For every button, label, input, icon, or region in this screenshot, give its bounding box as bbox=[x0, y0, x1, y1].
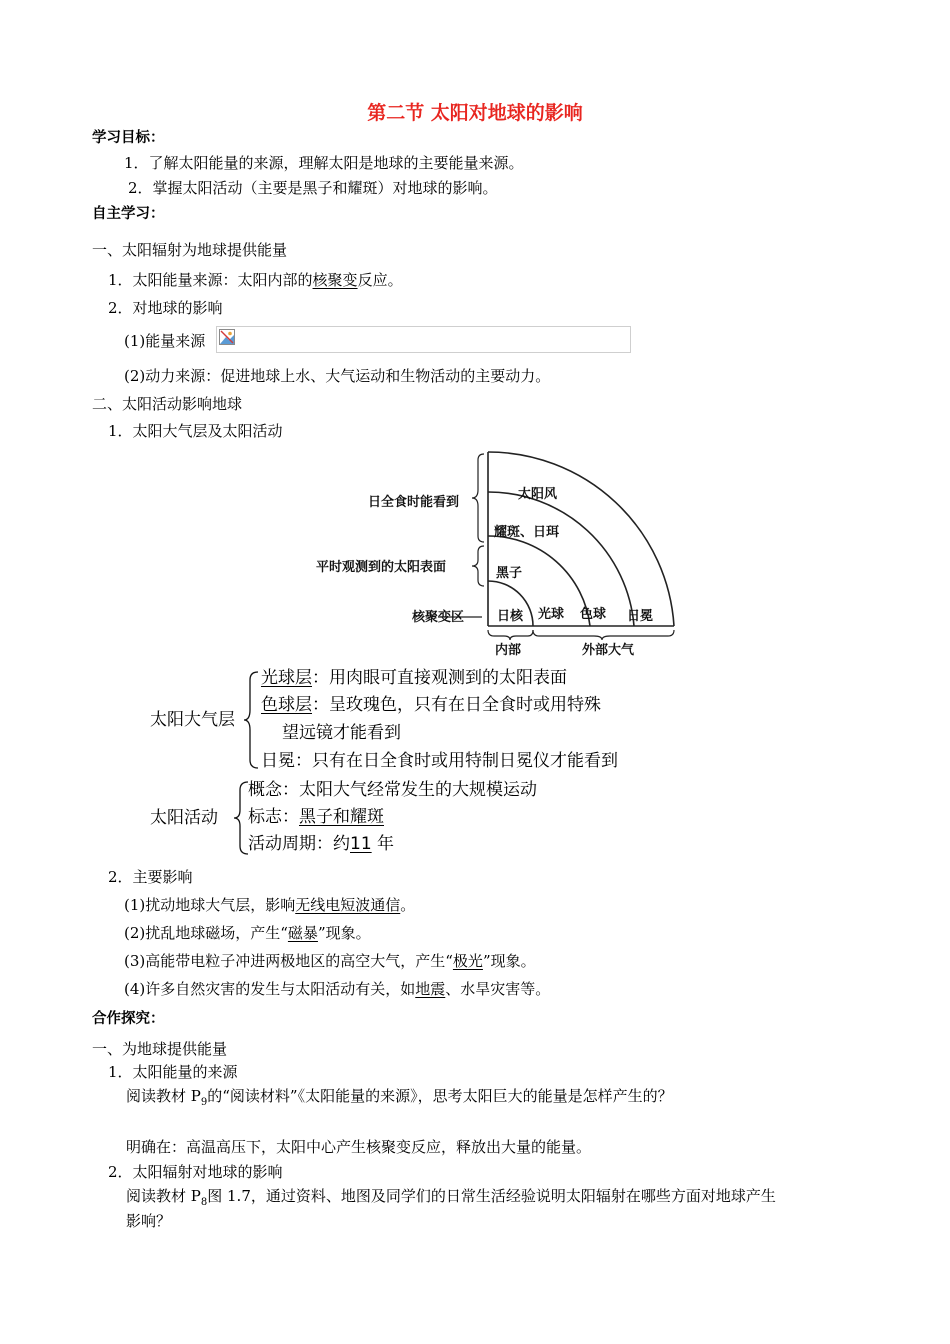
corona-line: 日冕：只有在日全食时或用特制日冕仪才能看到 bbox=[261, 751, 618, 771]
goal-item-2: 2．掌握太阳活动（主要是黑子和耀斑）对地球的影响。 bbox=[128, 179, 498, 197]
embedded-image-placeholder bbox=[216, 326, 631, 353]
activity-period bbox=[248, 831, 394, 857]
read2-sub: 8 bbox=[200, 1197, 208, 1208]
chromo-desc: ：呈玫瑰色，只有在日全食时或用特殊 bbox=[312, 695, 601, 715]
coop-part1-title: 一、为地球提供能量 bbox=[92, 1040, 228, 1058]
chromo-line bbox=[261, 692, 601, 718]
part1-title: 一、太阳辐射为地球提供能量 bbox=[92, 241, 288, 259]
coop-item-2: 2．太阳辐射对地球的影响 bbox=[108, 1163, 283, 1181]
coop-answer-1: 明确在：高温高压下，太阳中心产生核聚变反应，释放出大量的能量。 bbox=[126, 1138, 592, 1156]
activity-mark-prefix: 标志： bbox=[248, 807, 299, 827]
read2-a: 阅读教材 P bbox=[126, 1187, 201, 1205]
effect-4-prefix: (4)许多自然灾害的发生与太阳活动有关，如 bbox=[124, 980, 416, 998]
atm-brace bbox=[244, 670, 260, 770]
activity-concept: 概念：太阳大气经常发生的大规模运动 bbox=[248, 780, 537, 800]
effect-1-prefix: (1)扰动地球大气层，影响 bbox=[124, 896, 296, 914]
effect-2-suffix: ”现象。 bbox=[317, 924, 371, 942]
read1-b: 的“阅读材料”《太阳能量的来源》，思考太阳巨大的能量是怎样产生的？ bbox=[207, 1087, 673, 1105]
label-core-zone: 核聚变区 bbox=[412, 610, 465, 625]
effect-3-prefix: (3)高能带电粒子冲进两极地区的高空大气，产生“ bbox=[124, 952, 453, 970]
effect-3-fill: 极光 bbox=[452, 952, 483, 970]
label-chromosphere: 色球 bbox=[580, 607, 607, 622]
effect-item-3 bbox=[124, 951, 536, 971]
main-effects-heading: 2．主要影响 bbox=[108, 868, 193, 886]
coop-read-2-cont: 影响？ bbox=[126, 1212, 172, 1230]
atm-label: 太阳大气层 bbox=[150, 710, 235, 730]
activity-period-suffix: 年 bbox=[371, 834, 395, 854]
label-corona: 日冕 bbox=[627, 609, 654, 624]
coop-heading: 合作探究： bbox=[92, 1011, 165, 1027]
activity-period-prefix: 活动周期：约 bbox=[248, 834, 350, 854]
energy-source-suffix: 反应。 bbox=[357, 271, 403, 289]
outer-brace bbox=[533, 630, 674, 640]
effect-2-prefix: (2)扰乱地球磁场，产生“ bbox=[124, 924, 288, 942]
effect-item-2 bbox=[124, 923, 371, 943]
read1-a: 阅读教材 P bbox=[126, 1087, 201, 1105]
sun-structure-diagram bbox=[312, 446, 692, 666]
atmosphere-heading: 1．太阳大气层及太阳活动 bbox=[108, 422, 283, 440]
label-normal: 平时观测到的太阳表面 bbox=[316, 560, 447, 575]
energy-source-prefix: 1．太阳能量来源：太阳内部的 bbox=[108, 271, 313, 289]
goals-heading: 学习目标： bbox=[92, 130, 165, 146]
label-sunspot: 黑子 bbox=[496, 566, 523, 581]
page-title: 第二节 太阳对地球的影响 bbox=[367, 102, 583, 124]
power-subitem: (2)动力来源：促进地球上水、大气运动和生物活动的主要动力。 bbox=[124, 367, 551, 385]
broken-image-icon bbox=[219, 329, 235, 345]
read1-sub: 9 bbox=[200, 1097, 208, 1108]
effect-1-suffix: 。 bbox=[400, 896, 416, 914]
label-outer: 外部大气 bbox=[582, 643, 635, 658]
photo-line bbox=[261, 665, 567, 691]
chromo-term: 色球层 bbox=[261, 695, 312, 715]
coop-read-1 bbox=[126, 1086, 673, 1113]
activity-label: 太阳活动 bbox=[150, 808, 218, 828]
effect-heading: 2．对地球的影响 bbox=[108, 299, 223, 317]
effect-item-1 bbox=[124, 895, 415, 915]
label-eclipse: 日全食时能看到 bbox=[368, 495, 460, 510]
goal-item-1: 1．了解太阳能量的来源，理解太阳是地球的主要能量来源。 bbox=[124, 154, 524, 172]
part2-title: 二、太阳活动影响地球 bbox=[92, 395, 243, 413]
label-flare: 耀斑、日珥 bbox=[494, 525, 560, 540]
chromo-desc-2: 望远镜才能看到 bbox=[282, 723, 401, 743]
effect-2-fill: 磁暴 bbox=[287, 924, 318, 942]
label-inner: 内部 bbox=[495, 643, 522, 658]
label-solar-wind: 太阳风 bbox=[518, 487, 558, 502]
surface-brace bbox=[472, 546, 484, 586]
self-study-heading: 自主学习： bbox=[92, 206, 165, 222]
label-photosphere: 光球 bbox=[538, 607, 565, 622]
photo-term: 光球层 bbox=[261, 668, 312, 688]
effect-4-suffix: 、水旱灾害等。 bbox=[445, 980, 551, 998]
activity-mark bbox=[248, 804, 384, 830]
chromosphere-arc bbox=[488, 492, 634, 626]
read2-b: 图 1.7，通过资料、地图及同学们的日常生活经验说明太阳辐射在哪些方面对地球产生 bbox=[207, 1187, 776, 1205]
activity-mark-fill: 黑子和耀斑 bbox=[299, 807, 384, 827]
energy-subitem: (1)能量来源 bbox=[124, 332, 206, 350]
coop-item-1: 1．太阳能量的来源 bbox=[108, 1063, 238, 1081]
label-core: 日核 bbox=[497, 609, 524, 624]
energy-source-fill: 核聚变 bbox=[312, 271, 358, 289]
effect-1-fill: 无线电短波通信 bbox=[295, 896, 401, 914]
photo-desc: ：用肉眼可直接观测到的太阳表面 bbox=[312, 668, 567, 688]
effect-3-suffix: ”现象。 bbox=[482, 952, 536, 970]
eclipse-brace bbox=[472, 454, 484, 542]
activity-period-fill: 11 bbox=[350, 834, 372, 854]
coop-read-2 bbox=[126, 1186, 776, 1213]
inner-brace bbox=[488, 630, 533, 640]
energy-source-line bbox=[108, 270, 403, 290]
effect-item-4 bbox=[124, 979, 550, 999]
effect-4-fill: 地震 bbox=[415, 980, 446, 998]
